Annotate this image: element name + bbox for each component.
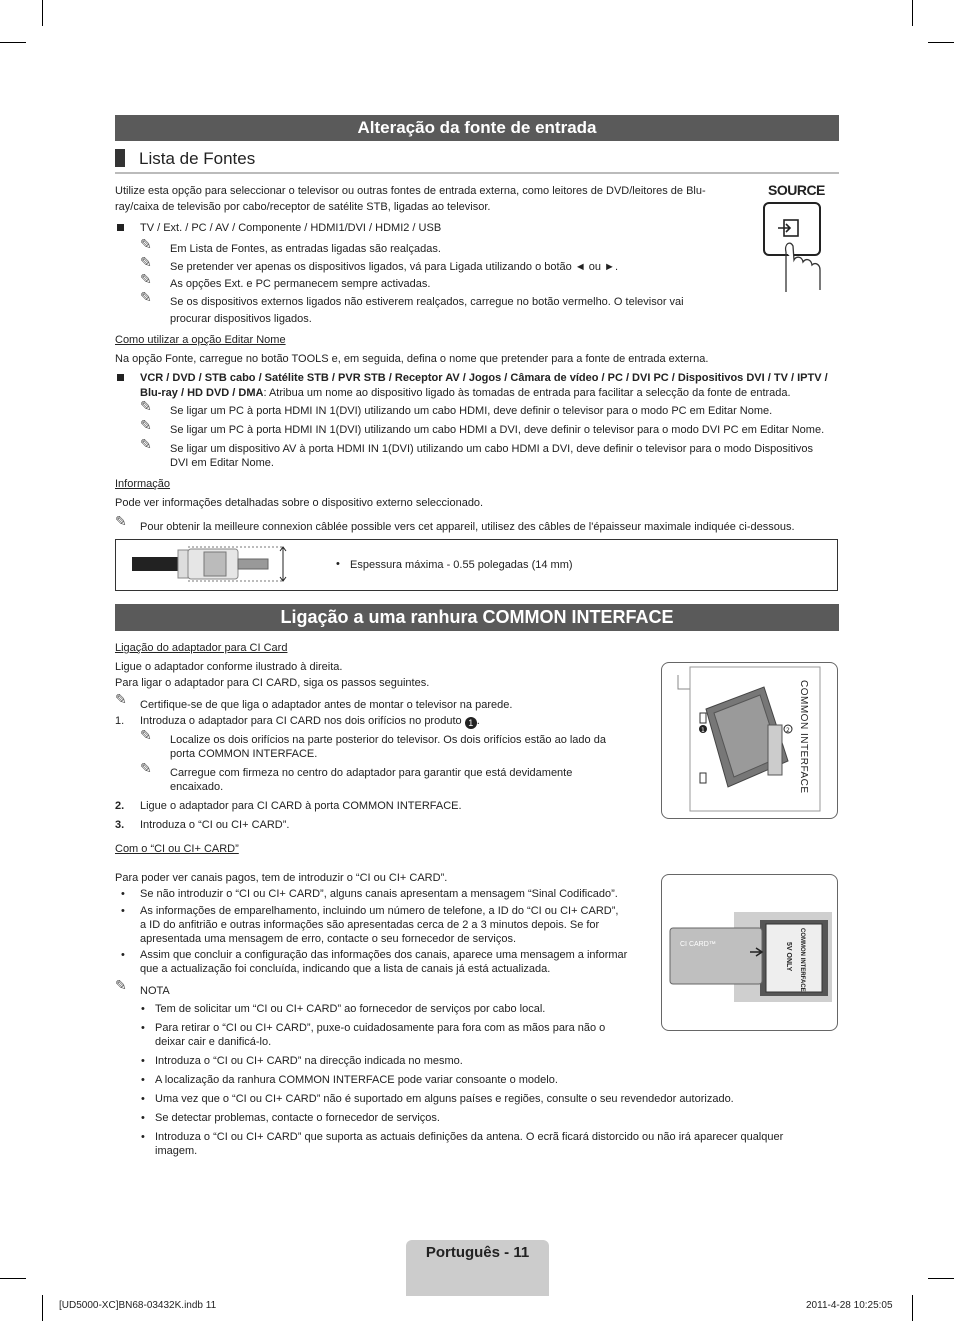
info-text: Pode ver informações detalhadas sobre o dispositivo externo seleccionado. xyxy=(115,497,484,509)
note-icon: ✎ xyxy=(140,437,152,453)
card-heading: Com o “CI ou CI+ CARD” xyxy=(115,843,239,855)
common-interface-label-wrapper xyxy=(796,680,816,810)
bullet-text: a ID do anfitrião e outras informações são apresentadas cerca de 2 a 3 minutos depois. Se for xyxy=(140,919,600,931)
note-text: Se ligar um dispositivo AV à porta HDMI IN 1(DVI) utilizando um cabo HDMI a DVI, deve definir o televisor para o modo Dispositivos xyxy=(170,443,813,455)
card-intro: Para poder ver canais pagos, tem de introduzir o “CI ou CI+ CARD”. xyxy=(115,872,448,884)
bullet: • xyxy=(121,949,125,961)
note-icon: ✎ xyxy=(140,290,152,306)
ci-slot-label-wrapper xyxy=(800,928,810,998)
crop-mark xyxy=(912,1295,913,1321)
note-text: DVI em Editar Nome. xyxy=(170,457,274,469)
source-button-icon xyxy=(760,200,832,300)
ci-heading: Ligação do adaptador para CI Card xyxy=(115,642,288,654)
section-title-source: Alteração da fonte de entrada xyxy=(115,115,839,141)
note-text: Se ligar um PC à porta HDMI IN 1(DVI) utilizando um cabo HDMI a DVI, deve definir o televisor para o modo DVI PC em Editar Nome. xyxy=(170,424,825,436)
bullet: • xyxy=(141,1003,145,1015)
bullet-text: apresentada uma mensagem de erro, contacte o seu fornecedor de serviços. xyxy=(140,933,517,945)
subsection-title: Lista de Fontes xyxy=(139,149,256,168)
nota-item: Se detectar problemas, contacte o fornecedor de serviços. xyxy=(155,1112,440,1124)
cable-note: Pour obtenir la meilleure connexion câblée possible vers cet appareil, utilisez des câbles de l'épaisseur maximale indiquée ci-dessous. xyxy=(140,521,795,533)
cable-icon xyxy=(128,545,293,585)
svg-text:2: 2 xyxy=(786,727,790,734)
page-number-tab xyxy=(406,1240,549,1296)
section-title-ci: Ligação a uma ranhura COMMON INTERFACE xyxy=(115,604,839,631)
note-text: Se ligar um PC à porta HDMI IN 1(DVI) utilizando um cabo HDMI, deve definir o televisor para o modo PC em Editar Nome. xyxy=(170,405,773,417)
nota-item: Para retirar o “CI ou CI+ CARD”, puxe-o cuidadosamente para fora com as mãos para não o xyxy=(155,1022,606,1034)
bullet-text: Se não introduzir o “CI ou CI+ CARD”, alguns canais apresentam a mensagem “Sinal Codificado”. xyxy=(140,888,618,900)
note-icon: ✎ xyxy=(140,272,152,288)
ci-card-label: CI CARD™ xyxy=(680,941,716,948)
bullet-text: que a actualização foi concluída, indicando que a lista de canais já está actualizada. xyxy=(140,963,551,975)
step-1: Introduza o adaptador para CI CARD nos dois orifícios no produto 1 . xyxy=(140,715,480,728)
subsection-header xyxy=(115,148,839,174)
nota-item: A localização da ranhura COMMON INTERFACE pode variar consoante o modelo. xyxy=(155,1074,558,1086)
common-interface-label: COMMON INTERFACE xyxy=(798,680,809,794)
note-icon: ✎ xyxy=(140,761,152,777)
crop-mark xyxy=(928,1278,954,1279)
nota-item: Introduza o “CI ou CI+ CARD” na direcção indicada no mesmo. xyxy=(155,1055,463,1067)
nota-item: Tem de solicitar um “CI ou CI+ CARD” ao fornecedor de serviços por cabo local. xyxy=(155,1003,546,1015)
bullet: • xyxy=(141,1022,145,1034)
note-icon: ✎ xyxy=(140,255,152,271)
crop-mark xyxy=(42,1295,43,1321)
svg-text:1: 1 xyxy=(701,727,705,734)
crop-mark xyxy=(0,42,26,43)
bullet: • xyxy=(121,888,125,900)
crop-mark xyxy=(42,0,43,26)
bullet-text: As informações de emparelhamento, incluindo um número de telefone, a ID do “CI ou CI+ CARD”, xyxy=(140,905,619,917)
note-icon: ✎ xyxy=(140,418,152,434)
nota-label: NOTA xyxy=(140,985,170,997)
edit-name-heading: Como utilizar a opção Editar Nome xyxy=(115,334,286,346)
note-text: Se pretender ver apenas os dispositivos ligados, vá para Ligada utilizando o botão ◄ ou ►. xyxy=(170,261,618,273)
square-bullet xyxy=(117,374,124,381)
ci-slot-label: COMMON INTERFACE xyxy=(799,928,805,992)
footer-file: [UD5000-XC]BN68-03432K.indb 11 xyxy=(59,1300,217,1311)
step-3: Introduza o “CI ou CI+ CARD”. xyxy=(140,819,290,831)
note-icon: ✎ xyxy=(140,237,152,253)
edit-name-text: Na opção Fonte, carregue no botão TOOLS e, em seguida, defina o nome que pretender para a fonte de entrada externa. xyxy=(115,353,709,365)
5v-label-wrapper xyxy=(786,942,796,982)
ci-text-2: Para ligar o adaptador para CI CARD, siga os passos seguintes. xyxy=(115,677,430,689)
note-text: procurar dispositivos ligados. xyxy=(170,313,312,325)
note-text: encaixado. xyxy=(170,781,224,793)
page-number: Português - 11 xyxy=(425,1244,530,1261)
step-number: 2. xyxy=(115,800,125,812)
note-text: Em Lista de Fontes, as entradas ligadas são realçadas. xyxy=(170,243,441,255)
intro-line-1: Utilize esta opção para seleccionar o televisor ou outras fontes de entrada externa, como leitores de DVD/leitores de Blu- xyxy=(115,185,706,197)
ci-note: Certifique-se de que liga o adaptador antes de montar o televisor na parede. xyxy=(140,699,513,711)
source-label: SOURCE xyxy=(768,182,825,198)
bullet: • xyxy=(141,1055,145,1067)
cable-thickness: Espessura máxima - 0.55 polegadas (14 mm) xyxy=(350,559,573,571)
bullet: • xyxy=(141,1112,145,1124)
device-list-line-1: VCR / DVD / STB cabo / Satélite STB / PVR STB / Receptor AV / Jogos / Câmara de vídeo / PC / DVI PC / Dispositivos DVI / TV / IPTV / xyxy=(140,372,828,384)
bullet: • xyxy=(141,1131,145,1143)
bullet: • xyxy=(141,1093,145,1105)
note-text: As opções Ext. e PC permanecem sempre activadas. xyxy=(170,278,431,290)
nota-item: Uma vez que o “CI ou CI+ CARD” não é suportado em alguns países e regiões, consulte o seu revendedor autorizado. xyxy=(155,1093,734,1105)
5v-label: 5V ONLY xyxy=(785,942,792,972)
note-text: Carregue com firmeza no centro do adaptador para garantir que está devidamente xyxy=(170,767,573,779)
note-text: Se os dispositivos externos ligados não estiverem realçados, carregue no botão vermelho. O televisor vai xyxy=(170,296,684,308)
info-heading: Informação xyxy=(115,478,171,490)
bullet: • xyxy=(141,1074,145,1086)
crop-mark xyxy=(928,42,954,43)
bullet-text: Assim que concluir a configuração das informações dos canais, aparece uma mensagem a informar xyxy=(140,949,628,961)
note-icon: ✎ xyxy=(140,728,152,744)
note-icon: ✎ xyxy=(115,514,127,530)
note-text: porta COMMON INTERFACE. xyxy=(170,748,318,760)
crop-mark xyxy=(912,0,913,26)
nota-item: Introduza o “CI ou CI+ CARD” que suporta as actuais definições da antena. O ecrã ficará distorcido ou não irá aparecer qualquer xyxy=(155,1131,784,1143)
intro-line-2: ray/caixa de televisão por cabo/receptor de satélite STB, ligadas ao televisor. xyxy=(115,201,491,213)
source-list: TV / Ext. / PC / AV / Componente / HDMI1/DVI / HDMI2 / USB xyxy=(140,222,442,234)
crop-mark xyxy=(0,1278,26,1279)
square-bullet xyxy=(117,224,124,231)
bullet: • xyxy=(336,558,340,570)
ci-text-1: Ligue o adaptador conforme ilustrado à direita. xyxy=(115,661,343,673)
nota-item: deixar cair e danificá-lo. xyxy=(155,1036,272,1048)
note-icon: ✎ xyxy=(140,399,152,415)
step-2: Ligue o adaptador para CI CARD à porta COMMON INTERFACE. xyxy=(140,800,462,812)
step-number: 1. xyxy=(115,715,125,727)
device-list-line-2: Blu-ray / HD DVD / DMA: Atribua um nome ao dispositivo ligado às tomadas de entrada para facilitar a selecção da fonte de entrada. xyxy=(140,387,791,399)
step-number: 3. xyxy=(115,819,125,831)
bullet: • xyxy=(121,905,125,917)
footer-date: 2011-4-28 10:25:05 xyxy=(806,1300,893,1311)
note-text: Localize os dois orifícios na parte posterior do televisor. Os dois orifícios estão ao lado da xyxy=(170,734,606,746)
note-icon: ✎ xyxy=(115,978,127,994)
nota-item: imagem. xyxy=(155,1145,198,1157)
note-icon: ✎ xyxy=(115,692,127,708)
